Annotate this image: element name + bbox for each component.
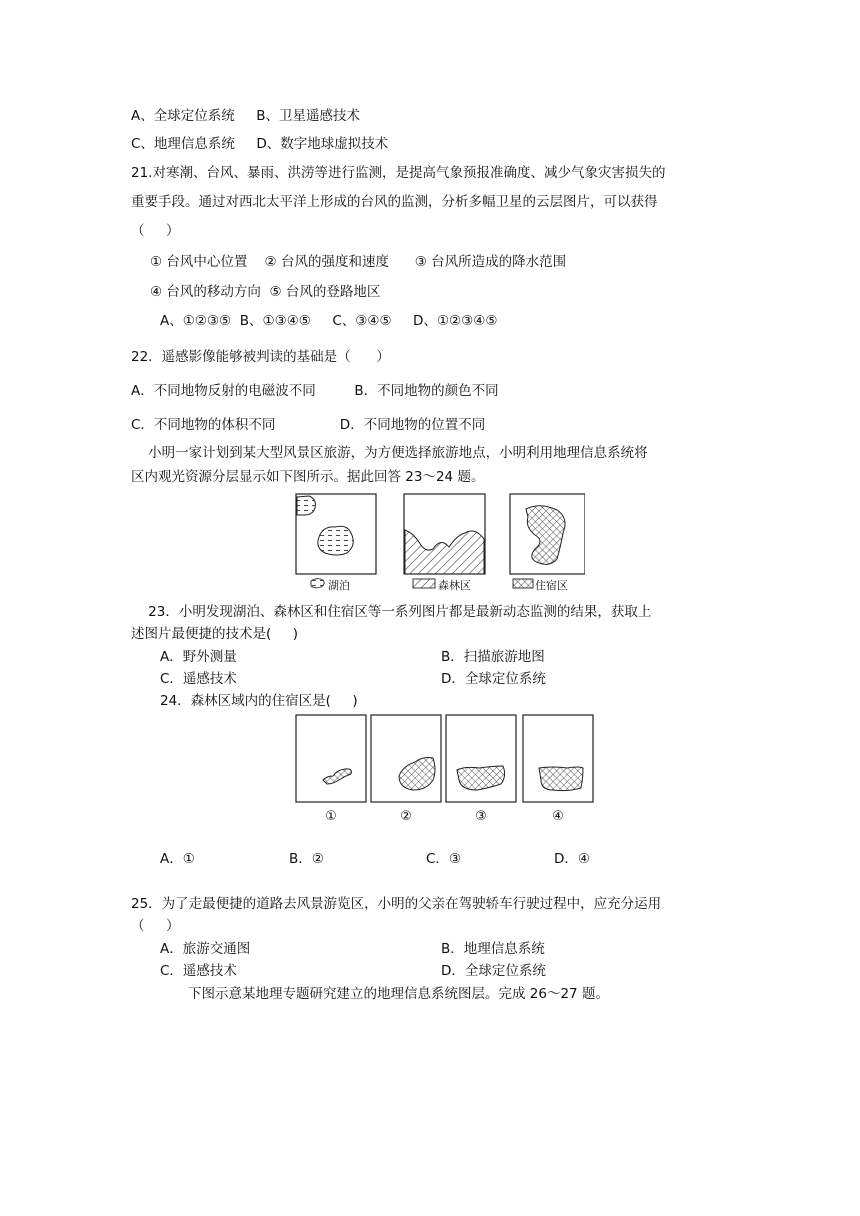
lodging-legend-label: 住宿区 xyxy=(535,579,568,592)
q24-option-d: D．④ xyxy=(554,851,590,867)
q24-stem: 24．森林区域内的住宿区是( ) xyxy=(160,693,358,709)
option-label-4: ④ xyxy=(552,809,564,824)
outro-text: 下图示意某地理专题研究建立的地理信息系统图层。完成 26～27 题。 xyxy=(188,986,609,1002)
lake-legend-label: 湖泊 xyxy=(328,579,350,592)
forest-legend-label: 森林区 xyxy=(438,579,471,592)
q24-option-c: C．③ xyxy=(426,851,462,867)
q25-option-d: D．全球定位系统 xyxy=(441,963,546,979)
option-line-ab: A、全球定位系统 B、卫星遥感技术 xyxy=(131,108,360,124)
q23-option-d: D．全球定位系统 xyxy=(441,671,546,687)
option-panel-1 xyxy=(296,715,366,802)
q23-stem-line2: 述图片最便捷的技术是( ) xyxy=(131,626,298,642)
option-label-2: ② xyxy=(400,809,412,824)
q21-options-line2: ④ 台风的移动方向 ⑤ 台风的登路地区 xyxy=(150,284,381,300)
q25-stem-line2: （ ） xyxy=(131,918,180,934)
option-label-3: ③ xyxy=(475,809,487,824)
q21-options-line1: ① 台风中心位置 ② 台风的强度和速度 ③ 台风所造成的降水范围 xyxy=(150,254,567,270)
q22-stem: 22．遥感影像能够被判读的基础是（ ） xyxy=(131,349,390,365)
intro-line1: 小明一家计划到某大型风景区旅游，为方便选择旅游地点，小明利用地理信息系统将 xyxy=(131,445,648,461)
q21-choices: A、①②③⑤ B、①③④⑤ C、③④⑤ D、①②③④⑤ xyxy=(160,313,498,329)
q21-text-line2: 重要手段。通过对西北太平洋上形成的台风的监测，分析多幅卫星的云层图片，可以获得 xyxy=(131,194,658,210)
q22-options-ab: A．不同地物反射的电磁波不同 B．不同地物的颜色不同 xyxy=(131,383,499,399)
forest-legend-swatch xyxy=(413,579,435,588)
lake-shape xyxy=(318,526,353,555)
q24-option-a: A．① xyxy=(160,851,195,867)
q25-option-a: A．旅游交通图 xyxy=(160,941,251,957)
q23-option-b: B．扫描旅游地图 xyxy=(441,649,545,665)
lodging-shape-4 xyxy=(539,767,583,791)
q25-stem-line1: 25．为了走最便捷的道路去风景游览区，小明的父亲在驾驶轿车行驶过程中，应充分运用 xyxy=(131,896,662,912)
lake-legend-swatch xyxy=(311,579,324,588)
q25-option-c: C．遥感技术 xyxy=(160,963,237,979)
q21-bracket: （ ） xyxy=(131,223,180,239)
q25-option-b: B．地理信息系统 xyxy=(441,941,545,957)
lodging-legend-swatch xyxy=(513,579,533,588)
gis-layers-figure xyxy=(295,493,585,596)
intro-line2: 区内观光资源分层显示如下图所示。据此回答 23～24 题。 xyxy=(131,469,485,485)
q23-stem-line1: 23．小明发现湖泊、森林区和住宿区等一系列图片都是最新动态监测的结果，获取上 xyxy=(131,604,652,620)
q23-option-c: C．遥感技术 xyxy=(160,671,237,687)
lodging-options-figure xyxy=(295,714,595,826)
option-line-cd: C、地理信息系统 D、数字地球虚拟技术 xyxy=(131,136,389,152)
q23-option-a: A．野外测量 xyxy=(160,649,237,665)
q22-options-cd: C．不同地物的体积不同 D．不同地物的位置不同 xyxy=(131,417,486,433)
q21-text-line1: 21.对寒潮、台风、暴雨、洪涝等进行监测，是提高气象预报准确度、减少气象灾害损失的 xyxy=(131,165,666,181)
option-label-1: ① xyxy=(325,809,337,824)
lake-shape xyxy=(297,496,315,515)
q24-option-b: B．② xyxy=(289,851,324,867)
